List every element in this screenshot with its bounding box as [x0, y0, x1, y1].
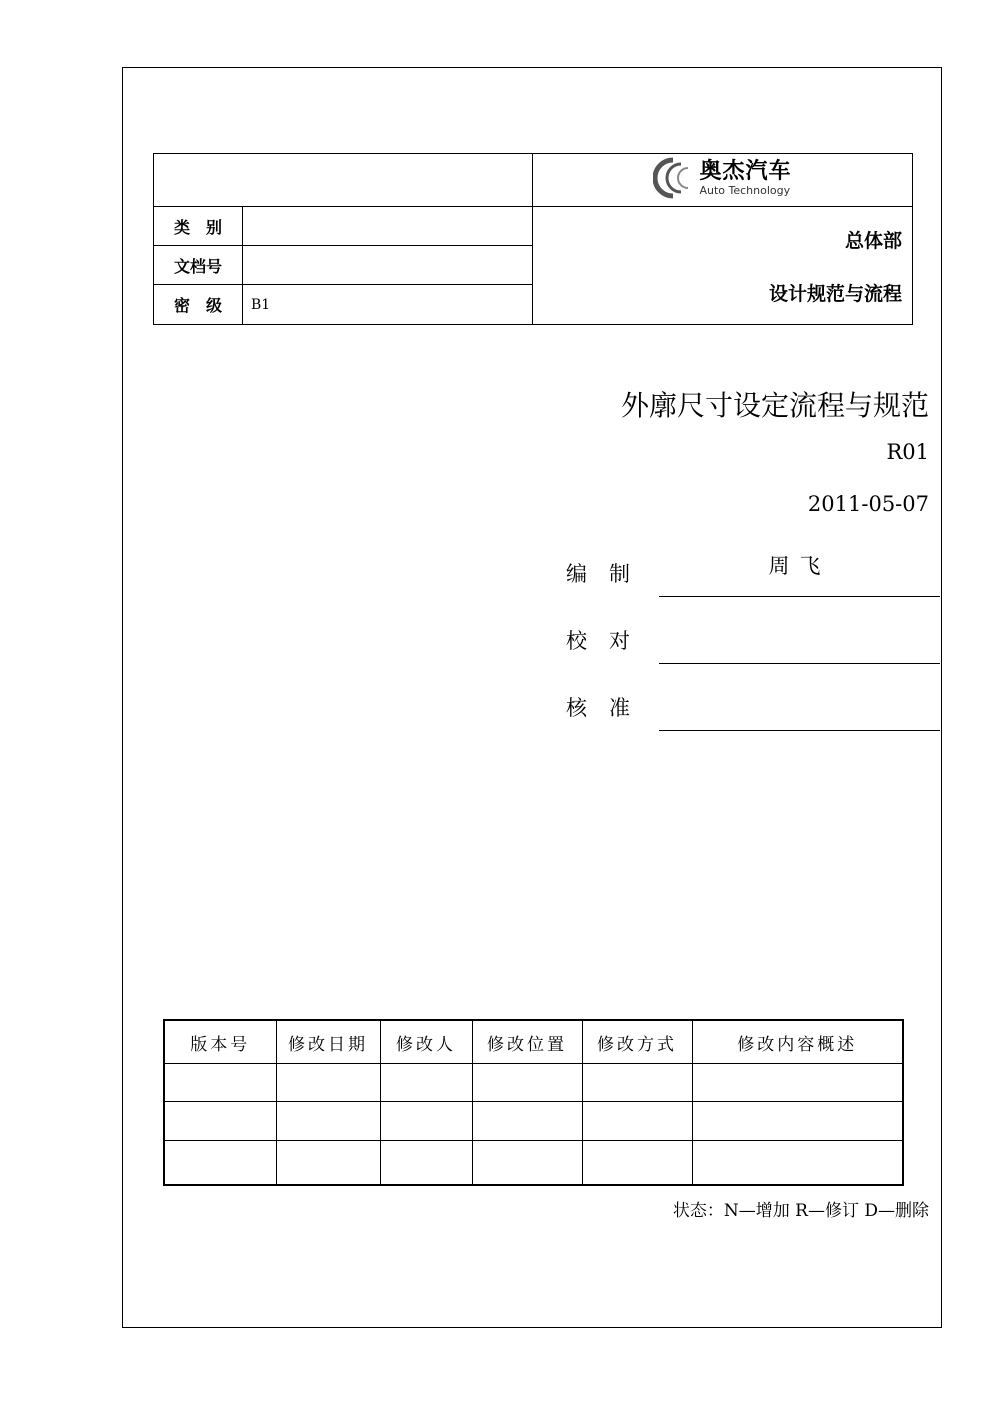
signoff-label: 编制 [566, 562, 652, 586]
table-row [164, 1064, 903, 1102]
table-cell [582, 1102, 692, 1140]
table-cell [380, 1140, 472, 1185]
signoff-label: 核准 [566, 696, 652, 720]
table-cell [276, 1102, 380, 1140]
col-header-date: 修改日期 [276, 1020, 380, 1064]
col-header-author: 修改人 [380, 1020, 472, 1064]
department-name: 总体部 [844, 229, 902, 252]
table-cell [692, 1064, 903, 1102]
company-logo [653, 156, 791, 200]
doc-no-value [243, 246, 533, 285]
table-row [164, 1102, 903, 1140]
logo-cell [533, 154, 913, 207]
category-value [243, 207, 533, 246]
category-label: 类 别 [154, 207, 243, 246]
logo-en-text: Auto Technology [699, 183, 791, 197]
signoff-line [659, 663, 940, 664]
table-cell [472, 1064, 582, 1102]
table-cell [380, 1102, 472, 1140]
table-cell [582, 1064, 692, 1102]
document-revision: R01 [886, 440, 929, 464]
table-cell [164, 1102, 276, 1140]
logo-mark-icon [653, 156, 693, 200]
doc-no-label: 文档号 [154, 246, 243, 285]
signoff-row-checked [566, 625, 942, 665]
document-subject: 设计规范与流程 [768, 282, 902, 305]
dept-cell [533, 207, 913, 325]
revision-history-table [163, 1019, 904, 1186]
signoff-row-prepared [566, 554, 942, 598]
table-cell [380, 1064, 472, 1102]
signoff-value: 周飞 [768, 554, 831, 578]
table-cell [692, 1140, 903, 1185]
header-table [153, 153, 913, 325]
header-blank-cell [154, 154, 533, 207]
signoff-line [659, 596, 940, 597]
col-header-method: 修改方式 [582, 1020, 692, 1064]
table-cell [472, 1102, 582, 1140]
document-title: 外廓尺寸设定流程与规范 [620, 389, 929, 422]
signoff-label: 校对 [566, 629, 652, 653]
table-cell [276, 1140, 380, 1185]
table-cell [164, 1140, 276, 1185]
secret-level-value: B1 [243, 285, 533, 325]
col-header-summary: 修改内容概述 [692, 1020, 903, 1064]
table-cell [472, 1140, 582, 1185]
table-cell [164, 1064, 276, 1102]
signoff-line [659, 730, 940, 731]
secret-level-label: 密 级 [154, 285, 243, 325]
table-cell [276, 1064, 380, 1102]
col-header-location: 修改位置 [472, 1020, 582, 1064]
document-date: 2011-05-07 [807, 492, 929, 516]
table-cell [692, 1102, 903, 1140]
logo-cn-text: 奥杰汽车 [699, 158, 792, 184]
table-cell [582, 1140, 692, 1185]
status-legend: 状态：N—增加 R—修订 D—删除 [672, 1201, 929, 1221]
table-row [164, 1140, 903, 1185]
col-header-version: 版本号 [164, 1020, 276, 1064]
signoff-row-approved [566, 692, 942, 732]
